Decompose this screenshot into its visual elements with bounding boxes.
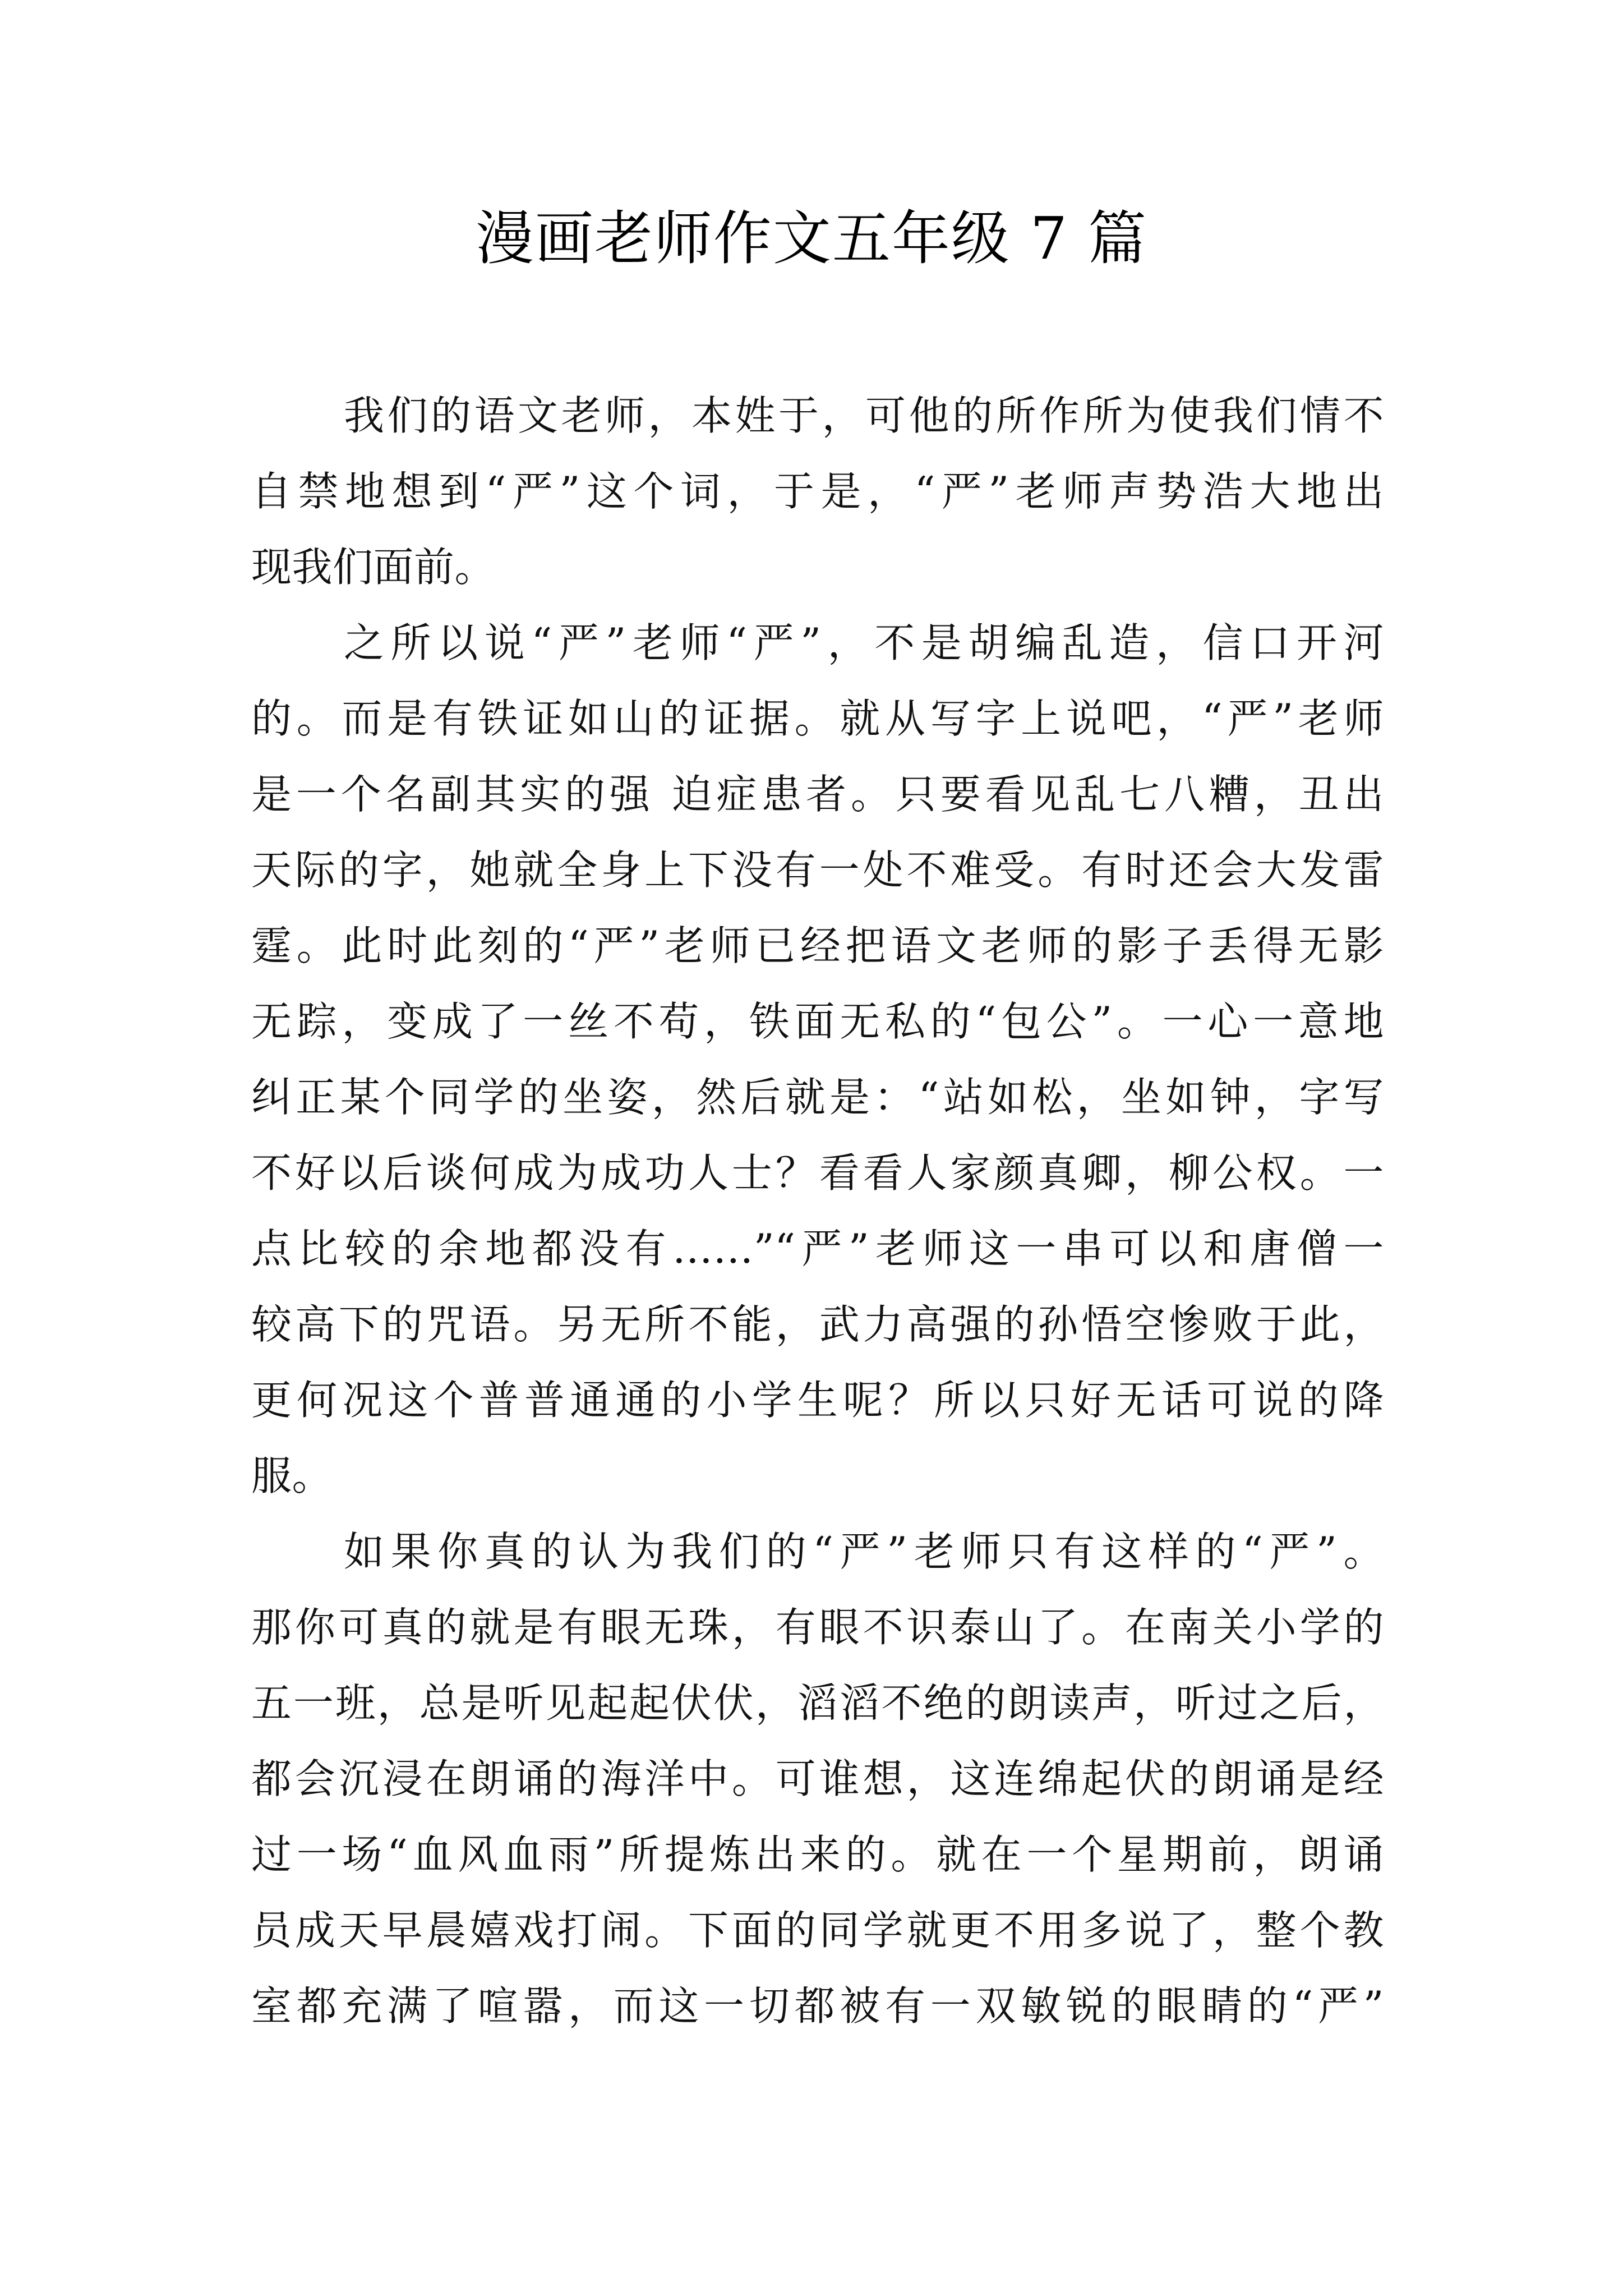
paragraph-line: 服。 [251,1452,333,1499]
paragraph-line: 天际的字，她就全身上下没有一处不难受。有时还会大发雷 [251,846,1384,894]
paragraph-line: 我们的语文老师，本姓于，可他的所作所为使我们情不 [344,392,1384,439]
paragraph-line: 无踪，变成了一丝不苟，铁面无私的“包公”。一心一意地 [251,998,1384,1045]
paragraph-line: 之所以说“严”老师“严”，不是胡编乱造，信口开河 [344,619,1384,666]
paragraph-line: 都会沉浸在朗诵的海洋中。可谁想，这连绵起伏的朗诵是经 [251,1755,1384,1802]
paragraph-line: 五一班，总是听见起起伏伏，滔滔不绝的朗读声，听过之后， [251,1680,1384,1727]
paragraph-line: 现我们面前。 [251,544,496,591]
paragraph-line: 纠正某个同学的坐姿，然后就是：“站如松，坐如钟，字写 [251,1074,1384,1121]
paragraph-line: 如果你真的认为我们的“严”老师只有这样的“严”。 [344,1528,1384,1575]
document-title: 漫画老师作文五年级 7 篇 [475,204,1148,273]
paragraph-line: 点比较的余地都没有……”“严”老师这一串可以和唐僧一 [251,1225,1384,1272]
paragraph-line: 更何况这个普普通通的小学生呢？所以只好无话可说的降 [251,1377,1384,1424]
paragraph-line: 是一个名副其实的强 迫症患者。只要看见乱七八糟，丑出 [251,771,1384,818]
paragraph-line: 室都充满了喧嚣，而这一切都被有一双敏锐的眼睛的“严” [251,1982,1384,2030]
document-body [251,378,1384,2044]
paragraph-line: 那你可真的就是有眼无珠，有眼不识泰山了。在南关小学的 [251,1604,1384,1651]
paragraph-line: 自禁地想到“严”这个词，于是，“严”老师声势浩大地出 [251,468,1384,515]
paragraph-line: 员成天早晨嬉戏打闹。下面的同学就更不用多说了，整个教 [251,1907,1384,1954]
paragraph-line: 较高下的咒语。另无所不能，武力高强的孙悟空惨败于此， [251,1301,1384,1348]
paragraph-line: 霆。此时此刻的“严”老师已经把语文老师的影子丢得无影 [251,922,1384,969]
paragraph-line: 过一场“血风血雨”所提炼出来的。就在一个星期前，朗诵 [251,1831,1384,1878]
paragraph-line: 的。而是有铁证如山的证据。就从写字上说吧，“严”老师 [251,695,1384,742]
paragraph-line: 不好以后谈何成为成功人士？看看人家颜真卿，柳公权。一 [251,1149,1384,1197]
